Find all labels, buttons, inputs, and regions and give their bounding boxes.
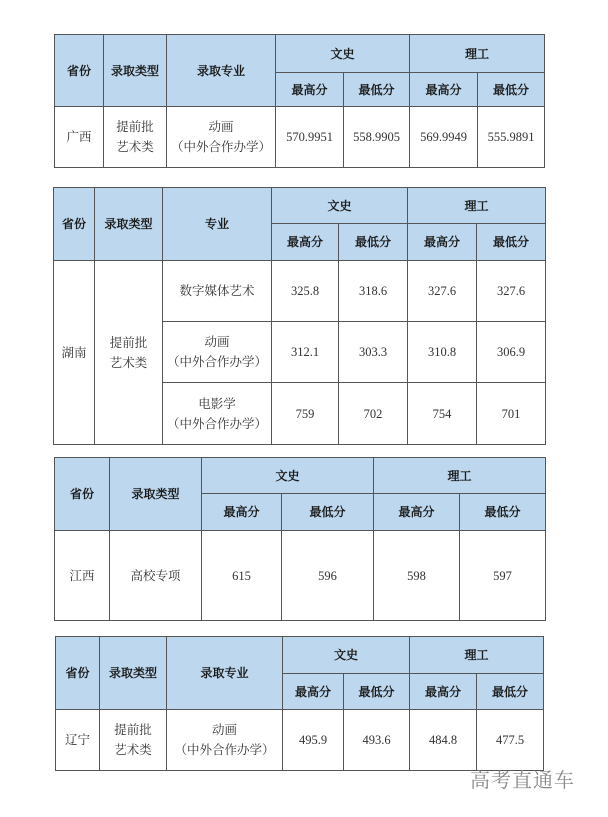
header-arts-max: 最高分 (202, 494, 282, 531)
header-arts: 文史 (283, 637, 410, 674)
header-sci-max: 最高分 (374, 494, 460, 531)
header-science: 理工 (408, 188, 546, 224)
sci-max-cell: 327.6 (408, 261, 477, 322)
header-science: 理工 (410, 637, 544, 674)
admission-type-cell: 提前批 艺术类 (100, 710, 167, 771)
province-cell: 辽宁 (56, 710, 100, 771)
header-arts-min: 最低分 (339, 224, 408, 261)
table-row (56, 710, 544, 771)
header-admission-type: 录取类型 (95, 188, 163, 261)
major-cell: 电影学 （中外合作办学） (163, 383, 272, 445)
province-cell: 江西 (55, 531, 110, 621)
score-table-hunan (53, 187, 546, 445)
arts-min-cell: 558.9905 (344, 107, 410, 168)
header-sci-min: 最低分 (460, 494, 546, 531)
sci-min-cell: 327.6 (477, 261, 546, 322)
header-admission-type: 录取类型 (100, 637, 167, 710)
arts-min-cell: 702 (339, 383, 408, 445)
arts-min-cell: 493.6 (344, 710, 410, 771)
header-arts-max: 最高分 (272, 224, 339, 261)
header-admission-type: 录取类型 (110, 458, 202, 531)
arts-max-cell: 312.1 (272, 322, 339, 383)
watermark-text: 高考直通车 (470, 768, 575, 792)
header-sci-min: 最低分 (477, 674, 544, 710)
arts-max-cell: 759 (272, 383, 339, 445)
header-admission-type: 录取类型 (104, 35, 167, 107)
major-cell: 数字媒体艺术 (163, 261, 272, 322)
header-arts-max: 最高分 (276, 73, 344, 107)
sci-max-cell: 484.8 (410, 710, 477, 771)
header-sci-max: 最高分 (410, 674, 477, 710)
score-table-guangxi (54, 34, 545, 168)
sci-min-cell: 306.9 (477, 322, 546, 383)
header-arts: 文史 (272, 188, 408, 224)
header-sci-max: 最高分 (408, 224, 477, 261)
arts-min-cell: 596 (282, 531, 374, 621)
admission-type-cell: 高校专项 (110, 531, 202, 621)
header-arts: 文史 (202, 458, 374, 494)
header-arts: 文史 (276, 35, 410, 73)
admission-type-cell: 提前批 艺术类 (104, 107, 167, 168)
header-arts-min: 最低分 (282, 494, 374, 531)
major-cell: 动画 （中外合作办学） (167, 710, 283, 771)
table-row (55, 107, 545, 168)
header-science: 理工 (410, 35, 545, 73)
score-table-jiangxi (54, 457, 546, 621)
sci-max-cell: 754 (408, 383, 477, 445)
arts-max-cell: 325.8 (272, 261, 339, 322)
arts-max-cell: 495.9 (283, 710, 344, 771)
sci-min-cell: 555.9891 (478, 107, 545, 168)
header-science: 理工 (374, 458, 546, 494)
header-major: 录取专业 (167, 35, 276, 107)
header-province: 省份 (54, 188, 95, 261)
header-province: 省份 (55, 35, 104, 107)
arts-min-cell: 318.6 (339, 261, 408, 322)
header-sci-max: 最高分 (410, 73, 478, 107)
score-table-liaoning (55, 636, 544, 771)
arts-min-cell: 303.3 (339, 322, 408, 383)
sci-min-cell: 477.5 (477, 710, 544, 771)
major-cell: 动画 （中外合作办学） (163, 322, 272, 383)
table-row (54, 261, 546, 322)
header-major: 专业 (163, 188, 272, 261)
header-sci-min: 最低分 (477, 224, 546, 261)
header-province: 省份 (55, 458, 110, 531)
sci-max-cell: 310.8 (408, 322, 477, 383)
header-province: 省份 (56, 637, 100, 710)
sci-max-cell: 569.9949 (410, 107, 478, 168)
sci-min-cell: 701 (477, 383, 546, 445)
table-row (55, 531, 546, 621)
admission-type-cell: 提前批 艺术类 (95, 261, 163, 445)
header-arts-min: 最低分 (344, 674, 410, 710)
arts-max-cell: 570.9951 (276, 107, 344, 168)
header-arts-min: 最低分 (344, 73, 410, 107)
arts-max-cell: 615 (202, 531, 282, 621)
province-cell: 广西 (55, 107, 104, 168)
header-sci-min: 最低分 (478, 73, 545, 107)
sci-min-cell: 597 (460, 531, 546, 621)
province-cell: 湖南 (54, 261, 95, 445)
header-arts-max: 最高分 (283, 674, 344, 710)
sci-max-cell: 598 (374, 531, 460, 621)
header-major: 录取专业 (167, 637, 283, 710)
major-cell: 动画 （中外合作办学） (167, 107, 276, 168)
